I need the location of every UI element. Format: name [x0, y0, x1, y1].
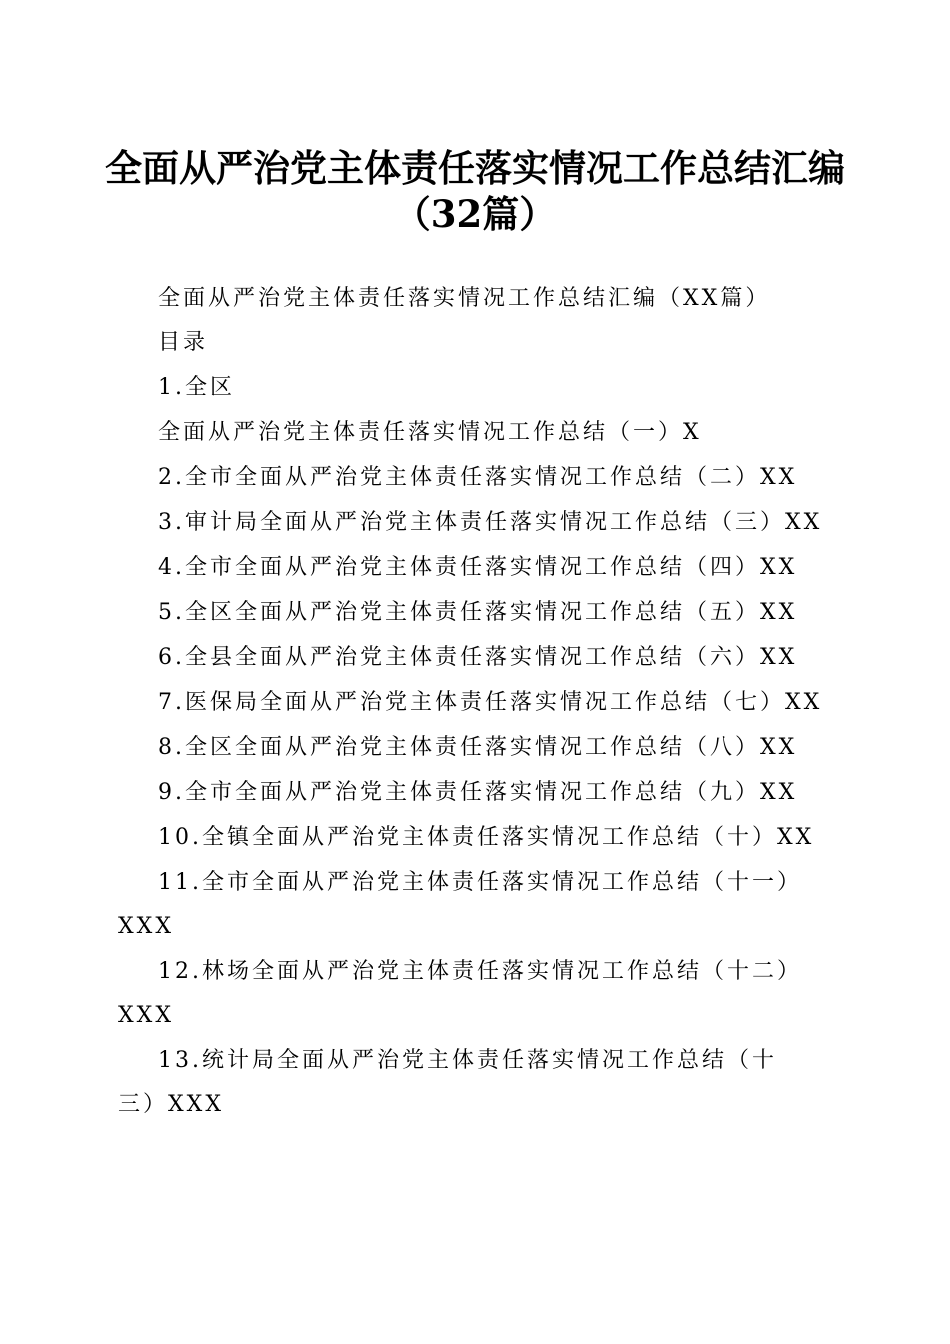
- toc-item-continuation: XXX: [118, 914, 174, 939]
- toc-item-continuation: 三）XXX: [118, 1092, 224, 1117]
- document-title-count: （32篇）: [393, 192, 557, 236]
- toc-item: 5.全区全面从严治党主体责任落实情况工作总结（五）XX: [158, 600, 798, 625]
- toc-item-continuation: XXX: [118, 1003, 174, 1028]
- toc-item: 1.全区: [158, 375, 235, 400]
- toc-item: 13.统计局全面从严治党主体责任落实情况工作总结（十: [158, 1048, 777, 1073]
- document-title: 全面从严治党主体责任落实情况工作总结汇编: [105, 146, 845, 190]
- toc-item: 3.审计局全面从严治党主体责任落实情况工作总结（三）XX: [158, 510, 823, 535]
- toc-item: 11.全市全面从严治党主体责任落实情况工作总结（十一）: [158, 870, 802, 895]
- intro-line: 全面从严治党主体责任落实情况工作总结汇编（XX篇）: [158, 286, 771, 311]
- toc-item: 8.全区全面从严治党主体责任落实情况工作总结（八）XX: [158, 735, 798, 760]
- toc-item: 9.全市全面从严治党主体责任落实情况工作总结（九）XX: [158, 780, 798, 805]
- toc-item: 6.全县全面从严治党主体责任落实情况工作总结（六）XX: [158, 645, 798, 670]
- toc-item: 4.全市全面从严治党主体责任落实情况工作总结（四）XX: [158, 555, 798, 580]
- toc-item: 10.全镇全面从严治党主体责任落实情况工作总结（十）XX: [158, 825, 815, 850]
- toc-item: 全面从严治党主体责任落实情况工作总结（一）X: [158, 420, 702, 445]
- toc-item: 2.全市全面从严治党主体责任落实情况工作总结（二）XX: [158, 465, 798, 490]
- toc-heading: 目录: [158, 330, 209, 355]
- toc-item: 7.医保局全面从严治党主体责任落实情况工作总结（七）XX: [158, 690, 823, 715]
- toc-item: 12.林场全面从严治党主体责任落实情况工作总结（十二）: [158, 959, 802, 984]
